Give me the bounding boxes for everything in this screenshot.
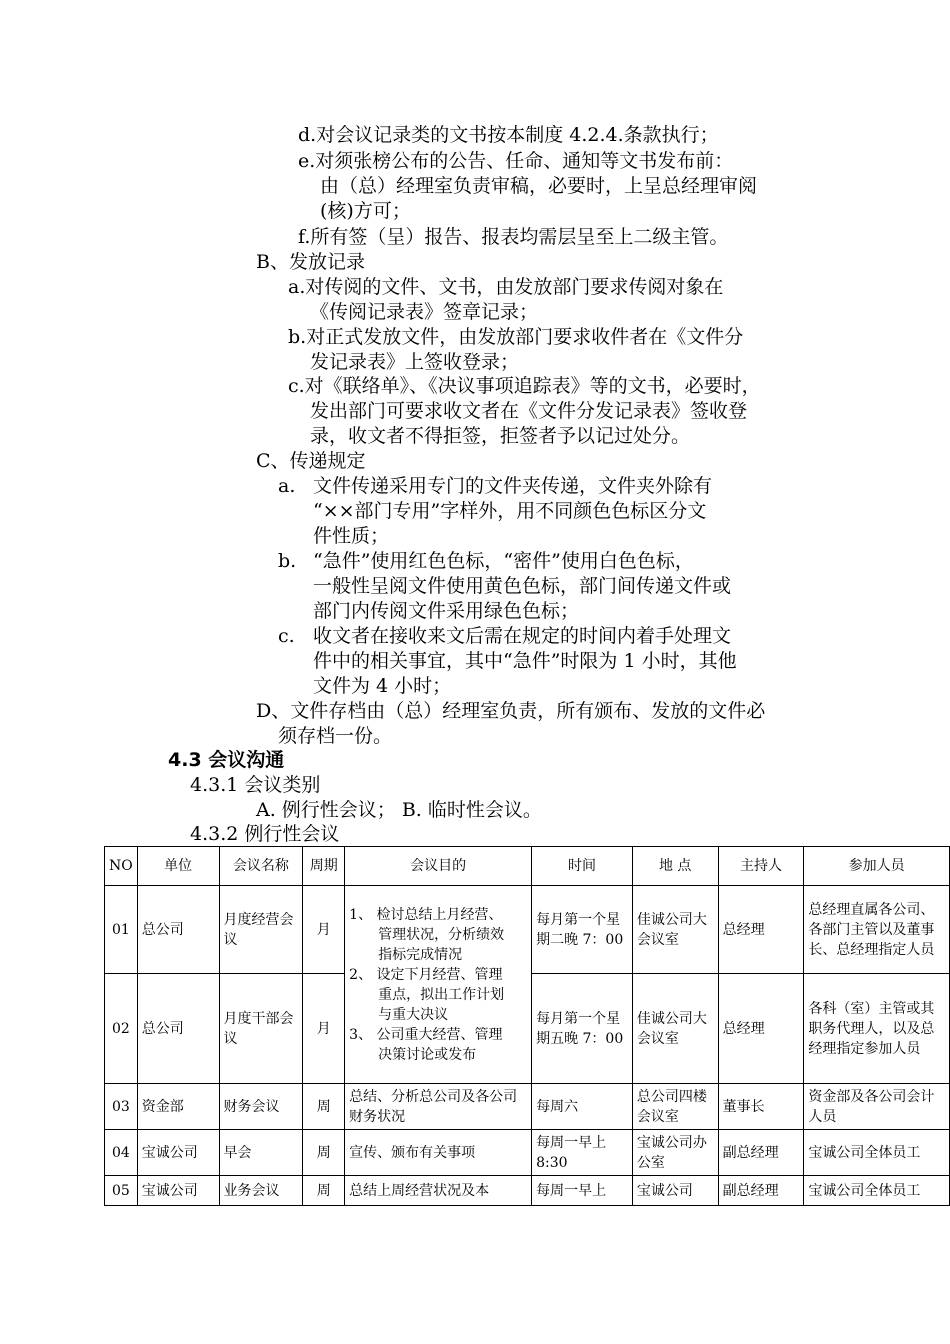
cell-unit: 资金部 [137,1084,219,1130]
subheading-d: D、文件存档由（总）经理室负责，所有颁布、发放的文件必 [256,700,766,722]
text-line: “××部门专用”字样外，用不同颜色色标区分文 [313,500,707,522]
cell-no: 03 [105,1084,138,1130]
text-line: 文件为 4 小时； [313,675,452,697]
cell-no: 04 [105,1130,138,1176]
cell-time: 每月第一个星期五晚 7：00 [532,974,633,1084]
cell-unit: 宝诚公司 [137,1130,219,1176]
cell-purpose: 总结、分析总公司及各公司财务状况 [345,1084,532,1130]
text-line: 件中的相关事宜，其中“急件”时限为 1 小时，其他 [313,650,737,672]
text-line: e.对须张榜公布的公告、任命、通知等文书发布前： [298,150,734,172]
text-line: 发记录表》上签收登录； [310,351,520,373]
cell-host: 总经理 [718,886,804,974]
cell-place: 总公司四楼会议室 [632,1084,718,1130]
text-line: 《传阅记录表》签章记录； [310,301,539,323]
text-line: 须存档一份。 [278,725,393,747]
cell-cycle: 月 [303,974,345,1084]
purpose-line: 指标完成情况 [378,946,463,963]
header-attendees: 参加人员 [804,847,950,886]
text-line: f.所有签（呈）报告、报表均需层呈至上二级主管。 [298,226,729,248]
cell-meeting-name: 早会 [219,1130,303,1176]
text-line: 件性质； [313,525,390,547]
cell-meeting-name: 业务会议 [219,1176,303,1206]
table-header-row [105,847,950,886]
cell-place: 宝诚公司 [632,1176,718,1206]
cell-cycle: 周 [303,1084,345,1130]
cell-cycle: 月 [303,886,345,974]
header-time: 时间 [532,847,633,886]
section-title: 4.3 会议沟通 [168,749,285,771]
cell-unit: 总公司 [137,886,219,974]
text-line: 录，收文者不得拒签，拒签者予以记过处分。 [310,425,691,447]
header-unit: 单位 [137,847,219,886]
cell-unit: 宝诚公司 [137,1176,219,1206]
text-line: c.对《联络单》、《决议事项追踪表》等的文书，必要时， [288,375,761,397]
table-row [105,1176,950,1206]
meeting-types: A. 例行性会议； B. 临时性会议。 [256,799,542,821]
list-marker: b. [278,550,297,572]
table-row [105,1130,950,1176]
text-line: 收文者在接收来文后需在规定的时间内着手处理文 [313,625,732,647]
cell-time: 每周一早上 8:30 [532,1130,633,1176]
cell-no: 05 [105,1176,138,1206]
text-line: (核)方可； [320,200,411,222]
purpose-line: 3、 公司重大经营、管理 [349,1026,503,1043]
cell-attendees: 总经理直属各公司、各部门主管以及董事长、总经理指定人员 [804,886,950,974]
cell-no: 02 [105,974,138,1084]
purpose-line: 管理状况，分析绩效 [378,926,505,943]
cell-purpose-merged [345,886,532,1084]
cell-time: 每周六 [532,1084,633,1130]
cell-meeting-name: 月度经营会议 [219,886,303,974]
purpose-line: 1、 检讨总结上月经营、 [349,906,503,923]
cell-unit: 总公司 [137,974,219,1084]
list-marker: a. [278,475,296,497]
cell-no: 01 [105,886,138,974]
text-line: 发出部门可要求收文者在《文件分发记录表》签收登 [310,400,748,422]
text-line: 文件传递采用专门的文件夹传递，文件夹外除有 [313,475,713,497]
text-line: 部门内传阅文件采用绿色色标； [313,600,580,622]
header-purpose: 会议目的 [345,847,532,886]
meeting-table [104,846,950,1206]
cell-purpose: 总结上周经营状况及本 [345,1176,532,1206]
cell-place: 宝诚公司办公室 [632,1130,718,1176]
cell-time: 每月第一个星期二晚 7：00 [532,886,633,974]
subsection-title: 4.3.2 例行性会议 [190,823,340,845]
cell-meeting-name: 财务会议 [219,1084,303,1130]
header-cycle: 周期 [303,847,345,886]
subsection-title: 4.3.1 会议类别 [190,774,321,796]
cell-attendees: 资金部及各公司会计人员 [804,1084,950,1130]
cell-meeting-name: 月度干部会议 [219,974,303,1084]
cell-attendees: 宝诚公司全体员工 [804,1176,950,1206]
text-line: 由（总）经理室负责审稿，必要时，上呈总经理审阅 [320,175,758,197]
purpose-line: 决策讨论或发布 [378,1046,477,1063]
text-line: d.对会议记录类的文书按本制度 4.2.4.条款执行； [298,124,719,146]
cell-place: 佳诚公司大会议室 [632,974,718,1084]
header-no: NO [105,847,138,886]
cell-host: 董事长 [718,1084,804,1130]
header-host: 主持人 [718,847,804,886]
cell-time: 每周一早上 [532,1176,633,1206]
text-line: a.对传阅的文件、文书，由发放部门要求传阅对象在 [288,276,724,298]
text-line: “急件”使用红色色标，“密件”使用白色色标， [313,550,694,572]
purpose-line: 2、 设定下月经营、管理 [349,966,503,983]
cell-host: 副总经理 [718,1130,804,1176]
table-row [105,886,950,974]
header-meeting-name: 会议名称 [219,847,303,886]
cell-place: 佳诚公司大会议室 [632,886,718,974]
cell-attendees: 宝诚公司全体员工 [804,1130,950,1176]
list-marker: c. [278,625,295,647]
cell-attendees: 各科（室）主管或其职务代理人，以及总经理指定参加人员 [804,974,950,1084]
purpose-line: 与重大决议 [378,1006,449,1023]
text-line: 一般性呈阅文件使用黄色色标，部门间传递文件或 [313,575,732,597]
subheading-b: B、发放记录 [256,251,365,273]
cell-cycle: 周 [303,1130,345,1176]
table-row [105,1084,950,1130]
text-line: b.对正式发放文件，由发放部门要求收件者在《文件分 [288,326,744,348]
subheading-c: C、传递规定 [256,450,366,472]
cell-host: 副总经理 [718,1176,804,1206]
cell-host: 总经理 [718,974,804,1084]
cell-purpose: 宣传、颁布有关事项 [345,1130,532,1176]
cell-cycle: 周 [303,1176,345,1206]
header-place: 地 点 [632,847,718,886]
purpose-line: 重点，拟出工作计划 [378,986,505,1003]
